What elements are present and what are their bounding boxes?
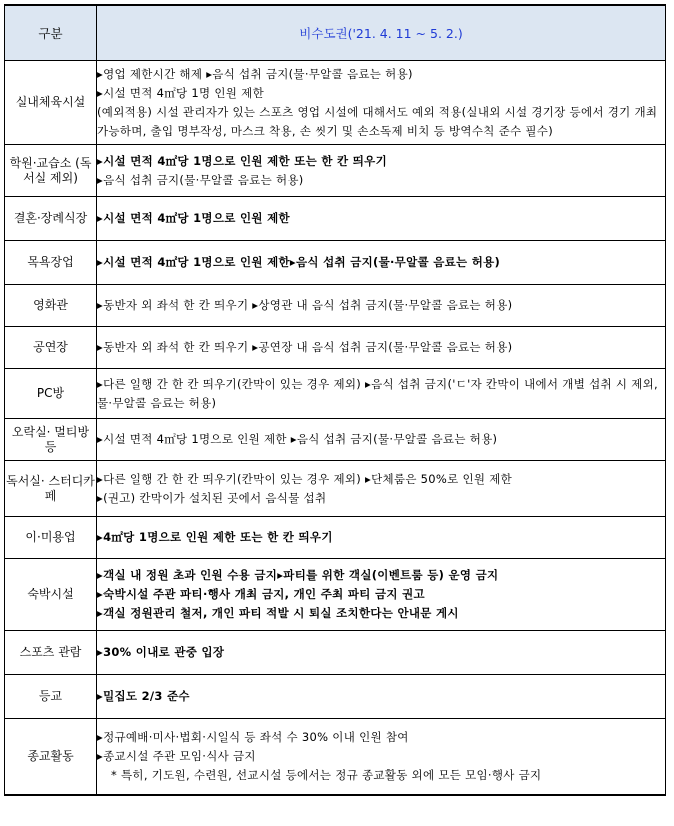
- row-body: [97, 461, 666, 517]
- row-body: [97, 675, 666, 719]
- rule-line: ▸시설 면적 4㎡당 1명 인원 제한: [97, 85, 264, 100]
- rule-line: ▸정규예배·미사·법회·시일식 등 좌석 수 30% 이내 인원 참여: [97, 729, 409, 744]
- rule-line: ▸동반자 외 좌석 한 칸 띄우기 ▸공연장 내 음식 섭취 금지(물·무알콜 음료는 허용): [97, 340, 513, 354]
- row-category: 목욕장업: [5, 241, 97, 285]
- rule-line: ▸동반자 외 좌석 한 칸 띄우기 ▸상영관 내 음식 섭취 금지(물·무알콜 음료는 허용): [97, 298, 513, 312]
- table-row: [5, 719, 666, 795]
- row-body: [97, 197, 666, 241]
- table-row: [5, 241, 666, 285]
- rule-line: ▸밀집도 2/3 준수: [97, 689, 190, 703]
- table-row: [5, 327, 666, 369]
- rule-line: ▸30% 이내로 관중 입장: [97, 645, 225, 659]
- table-row: [5, 197, 666, 241]
- rule-line: ▸(권고) 칸막이가 설치된 곳에서 음식물 섭취: [97, 490, 327, 505]
- rule-line: ▸시설 면적 4㎡당 1명으로 인원 제한: [97, 211, 290, 225]
- row-category: 등교: [5, 675, 97, 719]
- table-row: [5, 517, 666, 559]
- row-body: [97, 61, 666, 145]
- row-category: 실내체육시설: [5, 61, 97, 145]
- table-row: [5, 61, 666, 145]
- table-row: [5, 419, 666, 461]
- row-body: [97, 369, 666, 419]
- row-category: 학원·교습소 (독서실 제외): [5, 145, 97, 197]
- row-category: 결혼·장례식장: [5, 197, 97, 241]
- table-row: [5, 675, 666, 719]
- header-category: 구분: [5, 5, 97, 61]
- row-category: 스포츠 관람: [5, 631, 97, 675]
- rule-line: ▸영업 제한시간 해제 ▸음식 섭취 금지(물·무알콜 음료는 허용): [97, 66, 413, 81]
- row-body: [97, 559, 666, 631]
- row-category: 숙박시설: [5, 559, 97, 631]
- rule-line: ▸객실 내 정원 초과 인원 수용 금지▸파티를 위한 객실(이벤트룸 등) 운영 금지: [97, 568, 499, 582]
- rule-line: ▸음식 섭취 금지(물·무알콜 음료는 허용): [97, 172, 304, 187]
- rule-line: ▸4㎡당 1명으로 인원 제한 또는 한 칸 띄우기: [97, 530, 333, 544]
- rule-line: ▸시설 면적 4㎡당 1명으로 인원 제한▸음식 섭취 금지(물·무알콜 음료는 허용): [97, 255, 501, 269]
- row-body: [97, 241, 666, 285]
- row-category: 오락실· 멀티방 등: [5, 419, 97, 461]
- row-body: [97, 285, 666, 327]
- header-region: 비수도권('21. 4. 11 ~ 5. 2.): [97, 5, 666, 61]
- row-body: [97, 145, 666, 197]
- row-body: [97, 719, 666, 795]
- rule-line: ▸다른 일행 간 한 칸 띄우기(칸막이 있는 경우 제외) ▸음식 섭취 금지('ㄷ'자 칸막이 내에서 개별 섭취 시 제외, 물·무알콜 음료는 허용): [97, 376, 658, 410]
- table-row: [5, 145, 666, 197]
- table-row: [5, 461, 666, 517]
- row-category: 종교활동: [5, 719, 97, 795]
- table-row: [5, 285, 666, 327]
- table-row: [5, 369, 666, 419]
- rule-line: ▸종교시설 주관 모임·식사 금지: [97, 748, 256, 763]
- row-category: PC방: [5, 369, 97, 419]
- row-category: 공연장: [5, 327, 97, 369]
- rule-line: ▸시설 면적 4㎡당 1명으로 인원 제한 또는 한 칸 띄우기: [97, 153, 387, 168]
- row-category: 이·미용업: [5, 517, 97, 559]
- table-row: [5, 559, 666, 631]
- rule-line: ▸시설 면적 4㎡당 1명으로 인원 제한 ▸음식 섭취 금지(물·무알콜 음료는 허용): [97, 432, 498, 446]
- row-body: [97, 419, 666, 461]
- rule-line: ▸객실 정원관리 철저, 개인 파티 적발 시 퇴실 조치한다는 안내문 게시: [97, 606, 459, 620]
- row-body: [97, 327, 666, 369]
- row-category: 독서실· 스터디카페: [5, 461, 97, 517]
- header-row: [5, 5, 666, 61]
- rule-line: ▸숙박시설 주관 파티·행사 개최 금지, 개인 주최 파티 금지 권고: [97, 587, 425, 601]
- row-body: [97, 517, 666, 559]
- rule-note: * 특히, 기도원, 수련원, 선교시설 등에서는 정규 종교활동 외에 모든 모임·행사 금지: [111, 767, 542, 782]
- table-row: [5, 631, 666, 675]
- rules-table: [4, 4, 666, 796]
- row-category: 영화관: [5, 285, 97, 327]
- rule-line: (예외적용) 시설 관리자가 있는 스포츠 영업 시설에 대해서도 예외 적용(실내외 시설 경기장 등에서 경기 개최 가능하며, 출입 명부작성, 마스크 착용, 손 씻기 및 손소독제 비치 등 방역수칙 준수 필수): [97, 104, 658, 138]
- row-body: [97, 631, 666, 675]
- rule-line: ▸다른 일행 간 한 칸 띄우기(칸막이 있는 경우 제외) ▸단체룸은 50%로 인원 제한: [97, 471, 513, 486]
